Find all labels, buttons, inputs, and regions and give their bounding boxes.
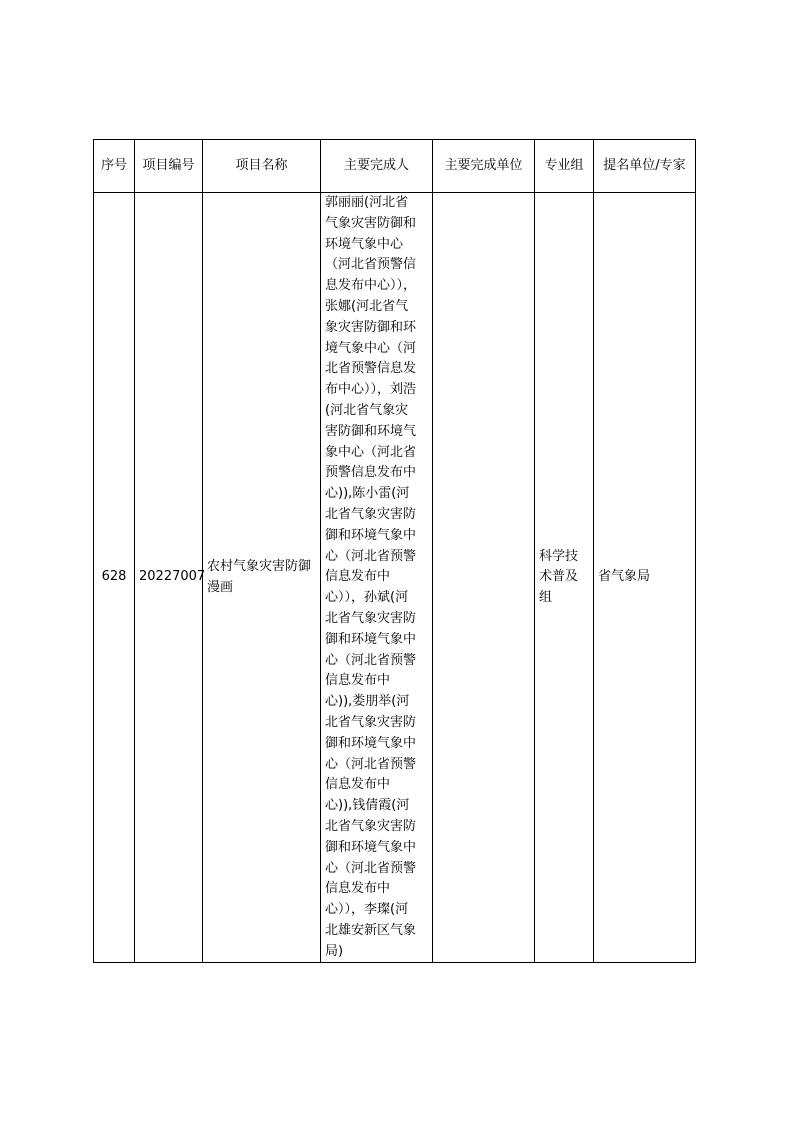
header-seq: 序号 (94, 140, 135, 193)
person-line: 心)),娄朋举(河 (325, 694, 410, 710)
person-line: 布中心）），刘浩 (325, 382, 417, 398)
table-header-row (94, 140, 696, 193)
cell-main-persons (321, 193, 433, 963)
person-line: （河北省预警信 (325, 257, 417, 273)
person-line: 息发布中心））， (325, 278, 417, 294)
cell-nominator: 省气象局 (594, 193, 696, 963)
table-row (94, 193, 696, 963)
person-line: 境气象中心（河 (325, 340, 417, 356)
person-line: 象灾害防御和环 (325, 319, 417, 335)
person-line: 信息发布中 (325, 881, 391, 897)
person-line: 北省预警信息发 (325, 361, 417, 377)
cell-project-code: 20227007 (135, 193, 203, 963)
person-line: 御和环境气象中 (325, 735, 417, 751)
person-line: 北省气象灾害防 (325, 506, 417, 522)
person-line: 北雄安新区气象 (325, 922, 417, 938)
person-line: 害防御和环境气 (325, 423, 417, 439)
person-line: 信息发布中 (325, 777, 391, 793)
person-line: 心)),陈小雷(河 (325, 486, 410, 502)
person-line: 环境气象中心 (325, 236, 404, 252)
header-main-units: 主要完成单位 (433, 140, 535, 193)
person-line: 北省气象灾害防 (325, 818, 417, 834)
header-project-code: 项目编号 (135, 140, 203, 193)
person-line: 心（河北省预警 (325, 756, 417, 772)
person-line: 张娜(河北省气 (325, 298, 409, 314)
person-line: 北省气象灾害防 (325, 714, 417, 730)
person-line: 心）），孙斌(河 (325, 590, 409, 606)
person-line: 心（河北省预警 (325, 860, 417, 876)
header-nominator: 提名单位/专家 (594, 140, 696, 193)
person-line: 心）），李璨(河 (325, 902, 409, 918)
project-table (93, 139, 696, 963)
person-line: 信息发布中 (325, 673, 391, 689)
person-line: 心（河北省预警 (325, 548, 417, 564)
header-project-name: 项目名称 (203, 140, 321, 193)
person-line: 气象灾害防御和 (325, 215, 417, 231)
person-line: 心)),钱倩霞(河 (325, 798, 410, 814)
person-line: 象中心（河北省 (325, 444, 417, 460)
person-line: 御和环境气象中 (325, 839, 417, 855)
person-line: 心（河北省预警 (325, 652, 417, 668)
person-line: 局) (325, 943, 344, 959)
person-line: 信息发布中 (325, 569, 391, 585)
cell-main-units (433, 193, 535, 963)
cell-professional-group: 科学技术普及组 (535, 193, 594, 963)
person-line: (河北省气象灾 (325, 402, 409, 418)
person-line: 北省气象灾害防 (325, 610, 417, 626)
person-line: 预警信息发布中 (325, 465, 417, 481)
header-professional-group: 专业组 (535, 140, 594, 193)
person-line: 御和环境气象中 (325, 527, 417, 543)
person-line: 郭丽丽(河北省 (325, 195, 409, 210)
cell-project-name: 农村气象灾害防御漫画 (203, 193, 321, 963)
person-line: 御和环境气象中 (325, 631, 417, 647)
header-main-persons: 主要完成人 (321, 140, 433, 193)
cell-seq: 628 (94, 193, 135, 963)
